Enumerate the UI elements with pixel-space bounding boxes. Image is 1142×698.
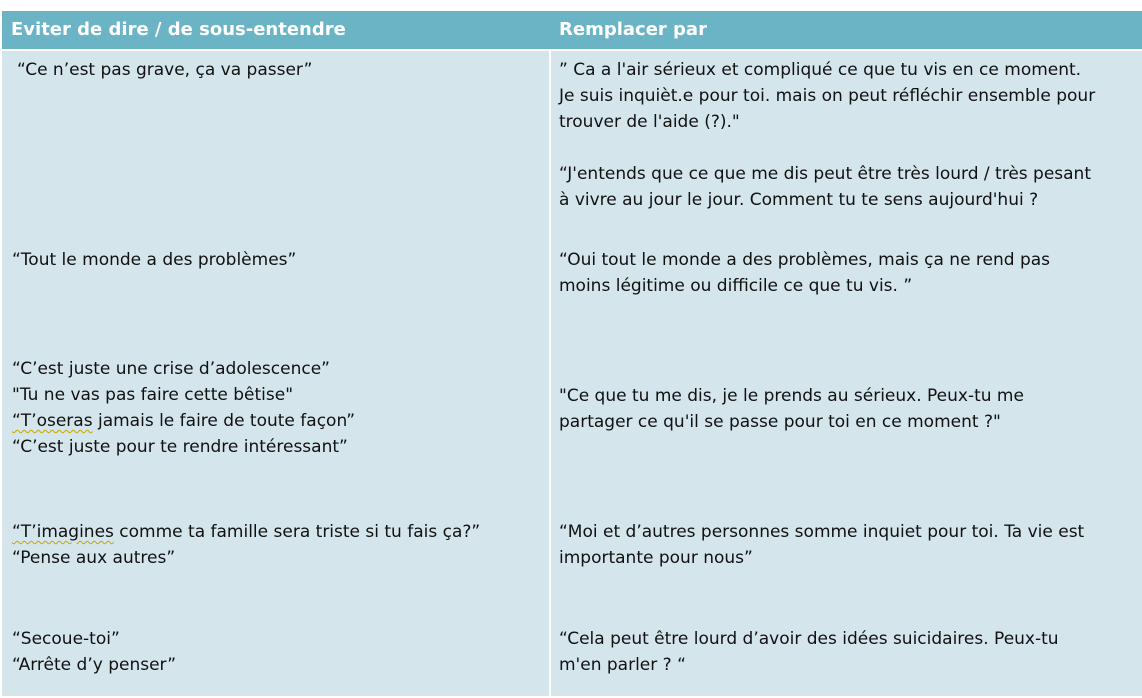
row-2-replace-line: moins légitime ou difficile ce que tu vis. ” [559,276,913,296]
row-5-replace-line: “Cela peut être lourd d’avoir des idées suicidaires. Peux-tu [559,629,1059,649]
advice-table [2,11,1142,696]
row-5-avoid-line: “Secoue-toi” [12,629,120,649]
row-4-avoid [12,519,480,571]
header-avoid: Eviter de dire / de sous-entendre [11,19,346,40]
row-1-replace-line: trouver de l'aide (?)." [559,112,740,132]
row-1-avoid-line: “Ce n’est pas grave, ça va passer” [17,60,313,80]
spellcheck-underline: “T’oseras [12,411,93,431]
row-1-replace-line: à vivre au jour le jour. Comment tu te sens aujourd'hui ? [559,190,1039,210]
row-3-avoid-line-rest: jamais le faire de toute façon” [92,411,356,431]
row-2-replace [559,247,1050,299]
row-4-avoid-line [12,519,480,545]
row-1-replace [559,57,1095,213]
spellcheck-underline: “T’imagines [12,522,114,542]
column-separator [549,11,551,696]
row-1-replace-line: Je suis inquièt.e pour toi. mais on peut réfléchir ensemble pour [559,86,1096,106]
row-4-replace-line: “Moi et d’autres personnes somme inquiet pour toi. Ta vie est [559,522,1085,542]
header-replace: Remplacer par [559,19,707,40]
row-3-avoid-line [12,408,355,434]
row-4-replace-line: importante pour nous” [559,548,753,568]
row-3-replace-line: partager ce qu'il se passe pour toi en ce moment ?" [559,412,1001,432]
row-3-avoid-line: “C’est juste une crise d’adolescence” [12,359,330,379]
row-1-avoid [17,57,312,83]
row-5-replace [559,626,1059,678]
row-5-avoid-line: “Arrête d’y penser” [12,655,177,675]
row-3-replace-line: "Ce que tu me dis, je le prends au sérieux. Peux-tu me [559,386,1024,406]
row-3-avoid [12,356,355,460]
row-4-avoid-line-rest: comme ta famille sera triste si tu fais ça?” [113,522,481,542]
row-1-replace-line: “J'entends que ce que me dis peut être très lourd / très pesant [559,164,1091,184]
row-2-avoid [12,247,296,273]
row-3-avoid-line: "Tu ne vas pas faire cette bêtise" [12,385,294,405]
row-3-replace [559,383,1024,435]
row-5-avoid [12,626,176,678]
row-4-avoid-line: “Pense aux autres” [12,548,176,568]
row-4-replace [559,519,1084,571]
row-5-replace-line: m'en parler ? “ [559,655,686,675]
row-1-replace-line: ” Ca a l'air sérieux et compliqué ce que tu vis en ce moment. [559,60,1082,80]
table-header [2,11,1142,51]
row-2-avoid-line: “Tout le monde a des problèmes” [12,250,297,270]
row-2-replace-line: “Oui tout le monde a des problèmes, mais ça ne rend pas [559,250,1051,270]
row-3-avoid-line: “C’est juste pour te rendre intéressant” [12,437,348,457]
